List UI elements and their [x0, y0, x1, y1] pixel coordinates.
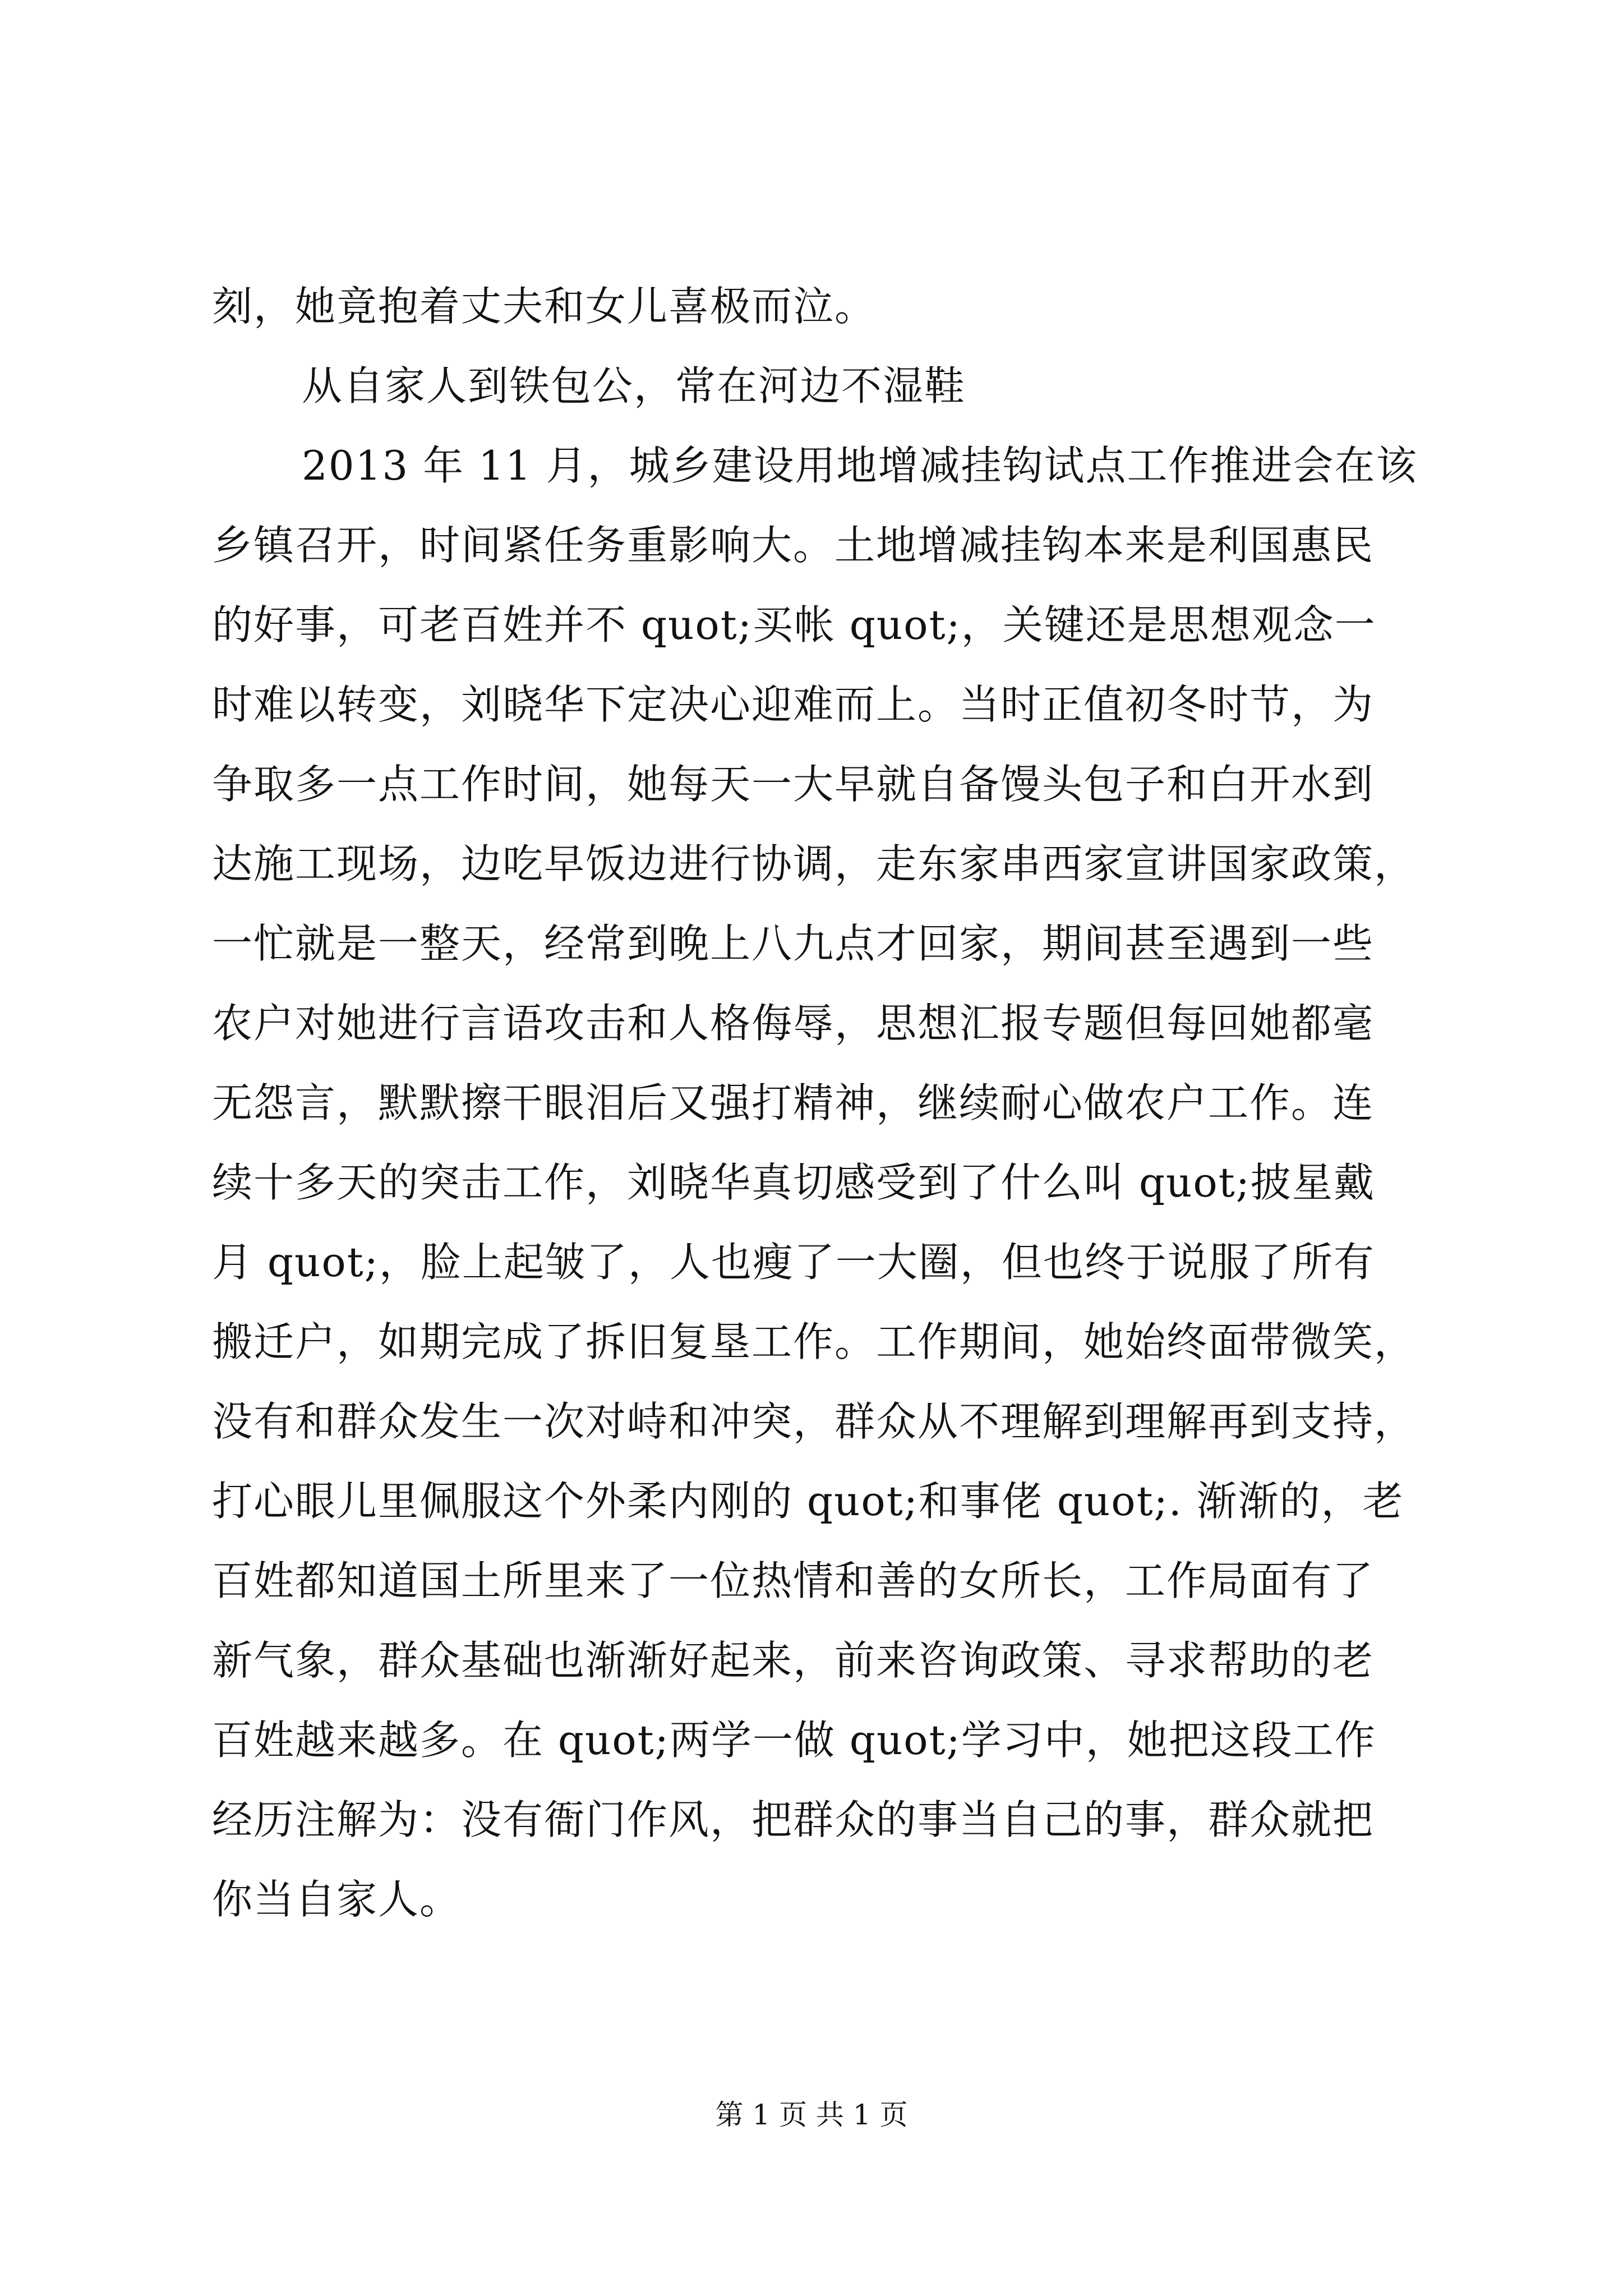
body-text: [212, 266, 1435, 1939]
text-line: 没有和群众发生一次对峙和冲突，群众从不理解到理解再到支持，: [212, 1398, 1416, 1445]
text-line: 你当自家人。: [212, 1876, 462, 1923]
text-line: 争取多一点工作时间，她每天一大早就自备馒头包子和白开水到: [212, 761, 1375, 808]
text-line: 时难以转变，刘晓华下定决心迎难而上。当时正值初冬时节，为: [212, 681, 1375, 728]
paragraph-first-line: 2013 年 11 月，城乡建设用地增减挂钩试点工作推进会在该: [302, 442, 1418, 489]
text-line: 百姓越来越多。在 quot;两学一做 quot;学习中，她把这段工作: [212, 1717, 1376, 1764]
text-line: 搬迁户，如期完成了拆旧复垦工作。工作期间，她始终面带微笑，: [212, 1318, 1416, 1365]
text-line: 乡镇召开，时间紧任务重影响大。土地增减挂钩本来是利国惠民: [212, 522, 1375, 569]
text-line: 达施工现场，边吃早饭边进行协调，走东家串西家宣讲国家政策，: [212, 840, 1416, 887]
text-line: 新气象，群众基础也渐渐好起来，前来咨询政策、寻求帮助的老: [212, 1637, 1375, 1684]
text-line: 刻，她竟抱着丈夫和女儿喜极而泣。: [212, 283, 877, 330]
text-line: 百姓都知道国土所里来了一位热情和善的女所长，工作局面有了: [212, 1557, 1375, 1604]
page-number-label: 第 1 页 共 1 页: [715, 2099, 908, 2131]
text-line: 月 quot;，脸上起皱了，人也瘦了一大圈，但也终于说服了所有: [212, 1239, 1375, 1286]
text-line: 经历注解为：没有衙门作风，把群众的事当自己的事，群众就把: [212, 1796, 1375, 1843]
text-line: 续十多天的突击工作，刘晓华真切感受到了什么叫 quot;披星戴: [212, 1159, 1375, 1206]
text-line: 农户对她进行言语攻击和人格侮辱，思想汇报专题但每回她都毫: [212, 1000, 1375, 1047]
text-line: 打心眼儿里佩服这个外柔内刚的 quot;和事佬 quot;. 渐渐的，老: [212, 1478, 1404, 1525]
section-heading: 从自家人到铁包公，常在河边不湿鞋: [302, 362, 966, 409]
text-line: 的好事，可老百姓并不 quot;买帐 quot;，关键还是思想观念一: [212, 601, 1376, 648]
page-footer: [0, 2095, 1623, 2134]
text-line: 无怨言，默默擦干眼泪后又强打精神，继续耐心做农户工作。连: [212, 1079, 1375, 1126]
text-line: 一忙就是一整天，经常到晚上八九点才回家，期间甚至遇到一些: [212, 920, 1375, 967]
